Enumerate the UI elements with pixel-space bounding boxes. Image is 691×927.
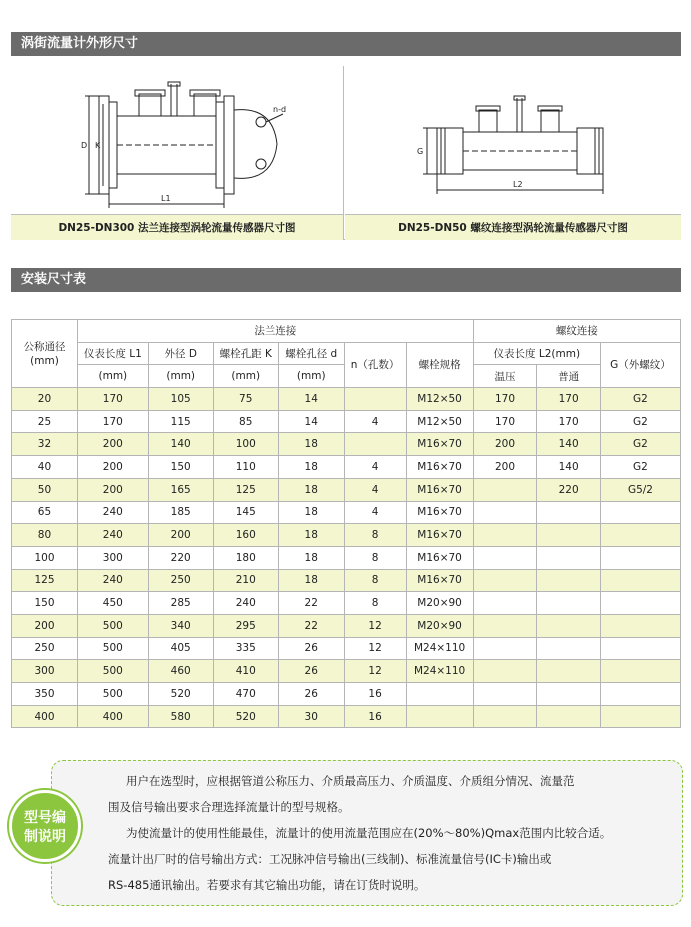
table-cell bbox=[473, 660, 537, 683]
table-cell bbox=[473, 705, 537, 728]
header-bolt-d: 螺栓孔径 d bbox=[278, 342, 344, 365]
badge-line-2: 制说明 bbox=[24, 829, 66, 845]
table-cell: 16 bbox=[344, 683, 406, 706]
table-cell bbox=[537, 614, 601, 637]
label-D: D bbox=[81, 141, 88, 150]
table-cell: 240 bbox=[77, 524, 148, 547]
header-G-thread: G（外螺纹） bbox=[600, 342, 680, 387]
table-cell: 8 bbox=[344, 546, 406, 569]
table-cell: 285 bbox=[148, 592, 213, 615]
table-cell: 200 bbox=[473, 433, 537, 456]
table-cell: 12 bbox=[344, 660, 406, 683]
table-cell: M16×70 bbox=[406, 546, 473, 569]
table-cell: 25 bbox=[12, 410, 78, 433]
header-length-L1: 仪表长度 L1 bbox=[77, 342, 148, 365]
table-cell bbox=[473, 569, 537, 592]
table-cell: 165 bbox=[148, 478, 213, 501]
table-cell: 200 bbox=[473, 456, 537, 479]
table-cell: 110 bbox=[213, 456, 278, 479]
table-cell: 185 bbox=[148, 501, 213, 524]
header-unit-mm: (mm) bbox=[77, 365, 148, 388]
table-cell bbox=[537, 705, 601, 728]
table-cell: M16×70 bbox=[406, 456, 473, 479]
table-cell: 300 bbox=[12, 660, 78, 683]
label-L2: L2 bbox=[513, 180, 523, 189]
table-cell bbox=[473, 478, 537, 501]
table-cell bbox=[473, 592, 537, 615]
table-cell bbox=[406, 705, 473, 728]
badge-line-1: 型号编 bbox=[24, 810, 66, 826]
table-cell: 32 bbox=[12, 433, 78, 456]
table-cell bbox=[537, 524, 601, 547]
install-section-title: 安装尺寸表 bbox=[11, 268, 681, 292]
table-cell bbox=[537, 660, 601, 683]
header-bolt-K: 螺栓孔距 K bbox=[213, 342, 278, 365]
header-unit-mm: (mm) bbox=[278, 365, 344, 388]
note-line-5: RS-485通讯输出。若要求有其它输出功能，请在订货时说明。 bbox=[108, 878, 426, 892]
table-cell: 18 bbox=[278, 433, 344, 456]
table-cell bbox=[600, 546, 680, 569]
table-cell: 470 bbox=[213, 683, 278, 706]
table-cell: 105 bbox=[148, 388, 213, 411]
table-cell: 170 bbox=[77, 410, 148, 433]
table-cell: 210 bbox=[213, 569, 278, 592]
table-cell: 460 bbox=[148, 660, 213, 683]
table-cell: M24×110 bbox=[406, 637, 473, 660]
table-cell: 18 bbox=[278, 501, 344, 524]
table-row bbox=[12, 501, 681, 524]
thread-sensor-drawing bbox=[345, 66, 681, 214]
thread-diagram-caption: DN25-DN50 螺纹连接型涡轮流量传感器尺寸图 bbox=[345, 214, 681, 240]
table-cell: 405 bbox=[148, 637, 213, 660]
table-cell bbox=[600, 637, 680, 660]
table-cell: 85 bbox=[213, 410, 278, 433]
table-cell: 150 bbox=[12, 592, 78, 615]
table-cell: G2 bbox=[600, 388, 680, 411]
header-thread-group: 螺纹连接 bbox=[473, 320, 680, 343]
table-cell: 8 bbox=[344, 592, 406, 615]
table-cell: 80 bbox=[12, 524, 78, 547]
header-unit-mm: (mm) bbox=[213, 365, 278, 388]
table-cell bbox=[600, 660, 680, 683]
table-row bbox=[12, 705, 681, 728]
table-cell: 100 bbox=[213, 433, 278, 456]
table-cell: M16×70 bbox=[406, 569, 473, 592]
table-cell: 200 bbox=[77, 478, 148, 501]
table-cell: G2 bbox=[600, 433, 680, 456]
table-cell: G2 bbox=[600, 410, 680, 433]
table-cell: 26 bbox=[278, 637, 344, 660]
table-cell: 50 bbox=[12, 478, 78, 501]
label-G: G bbox=[417, 147, 424, 156]
table-row bbox=[12, 614, 681, 637]
table-cell bbox=[473, 637, 537, 660]
note-line-4: 流量计出厂时的信号输出方式：工况脉冲信号输出(三线制)、标准流量信号(IC卡)输出或 bbox=[108, 852, 552, 866]
table-cell: 8 bbox=[344, 569, 406, 592]
table-cell: 340 bbox=[148, 614, 213, 637]
table-cell: 140 bbox=[537, 456, 601, 479]
header-outer-D: 外径 D bbox=[148, 342, 213, 365]
table-cell bbox=[473, 501, 537, 524]
table-cell: 8 bbox=[344, 524, 406, 547]
table-cell: 410 bbox=[213, 660, 278, 683]
table-body bbox=[12, 388, 681, 728]
table-cell bbox=[600, 705, 680, 728]
table-cell: 125 bbox=[213, 478, 278, 501]
table-cell: M12×50 bbox=[406, 410, 473, 433]
table-cell: 500 bbox=[77, 660, 148, 683]
table-cell: 140 bbox=[537, 433, 601, 456]
header-length-L2: 仪表长度 L2(mm) bbox=[473, 342, 600, 365]
label-n-d: n-d bbox=[273, 105, 287, 114]
table-cell bbox=[600, 569, 680, 592]
table-cell: 12 bbox=[344, 637, 406, 660]
table-cell bbox=[537, 683, 601, 706]
label-L1: L1 bbox=[161, 194, 171, 203]
table-cell: 580 bbox=[148, 705, 213, 728]
header-temp-press: 温压 bbox=[473, 365, 537, 388]
table-cell: 170 bbox=[77, 388, 148, 411]
table-row bbox=[12, 410, 681, 433]
table-cell: 12 bbox=[344, 614, 406, 637]
table-cell: 4 bbox=[344, 501, 406, 524]
header-nominal-diameter: 公称通径 (mm) bbox=[12, 320, 78, 388]
table-cell bbox=[473, 614, 537, 637]
table-cell: 170 bbox=[537, 410, 601, 433]
table-cell: 4 bbox=[344, 456, 406, 479]
table-cell: M16×70 bbox=[406, 478, 473, 501]
table-row bbox=[12, 592, 681, 615]
table-cell: 200 bbox=[12, 614, 78, 637]
table-cell: 18 bbox=[278, 546, 344, 569]
table-cell bbox=[473, 524, 537, 547]
table-cell bbox=[537, 569, 601, 592]
table-cell: 295 bbox=[213, 614, 278, 637]
table-row bbox=[12, 569, 681, 592]
flange-diagram-caption: DN25-DN300 法兰连接型涡轮流量传感器尺寸图 bbox=[11, 214, 343, 240]
table-cell: 400 bbox=[12, 705, 78, 728]
header-n-holes: n（孔数） bbox=[344, 342, 406, 387]
table-row bbox=[12, 683, 681, 706]
table-cell: M16×70 bbox=[406, 433, 473, 456]
table-cell: 520 bbox=[213, 705, 278, 728]
model-note-badge bbox=[9, 790, 81, 862]
note-line-1: 用户在选型时，应根据管道公称压力、介质最高压力、介质温度、介质组分情况、流量范 bbox=[126, 774, 575, 788]
table-cell: 26 bbox=[278, 683, 344, 706]
table-cell: 400 bbox=[77, 705, 148, 728]
note-line-3: 为使流量计的使用性能最佳，流量计的使用流量范围应在(20%～80%)Qmax范围内比较合适。 bbox=[126, 826, 612, 840]
table-cell: G5/2 bbox=[600, 478, 680, 501]
table-cell: M24×110 bbox=[406, 660, 473, 683]
table-cell bbox=[600, 614, 680, 637]
table-cell: 22 bbox=[278, 592, 344, 615]
table-cell: 450 bbox=[77, 592, 148, 615]
flange-sensor-drawing bbox=[11, 66, 344, 214]
table-cell: 100 bbox=[12, 546, 78, 569]
table-cell: 250 bbox=[148, 569, 213, 592]
model-note-box bbox=[51, 760, 683, 906]
table-cell: 30 bbox=[278, 705, 344, 728]
table-cell: 18 bbox=[278, 456, 344, 479]
table-cell: 4 bbox=[344, 478, 406, 501]
table-cell: M20×90 bbox=[406, 592, 473, 615]
table-row bbox=[12, 660, 681, 683]
header-flange-group: 法兰连接 bbox=[77, 320, 473, 343]
flange-diagram-cell bbox=[11, 66, 344, 240]
table-cell bbox=[406, 683, 473, 706]
table-cell: 125 bbox=[12, 569, 78, 592]
table-cell: 335 bbox=[213, 637, 278, 660]
table-cell: M16×70 bbox=[406, 501, 473, 524]
table-cell: 14 bbox=[278, 410, 344, 433]
table-cell: 500 bbox=[77, 614, 148, 637]
table-cell: 240 bbox=[77, 501, 148, 524]
table-cell bbox=[600, 592, 680, 615]
table-cell bbox=[344, 388, 406, 411]
table-cell bbox=[537, 592, 601, 615]
table-cell: 520 bbox=[148, 683, 213, 706]
table-row bbox=[12, 388, 681, 411]
table-cell: 170 bbox=[537, 388, 601, 411]
table-cell: 140 bbox=[148, 433, 213, 456]
table-cell: 240 bbox=[213, 592, 278, 615]
table-row bbox=[12, 546, 681, 569]
table-cell: 115 bbox=[148, 410, 213, 433]
table-cell bbox=[537, 546, 601, 569]
table-cell: M16×70 bbox=[406, 524, 473, 547]
table-cell: 240 bbox=[77, 569, 148, 592]
header-unit-mm: (mm) bbox=[148, 365, 213, 388]
table-cell bbox=[600, 524, 680, 547]
table-cell bbox=[473, 546, 537, 569]
table-cell bbox=[537, 637, 601, 660]
table-cell: M12×50 bbox=[406, 388, 473, 411]
table-cell: 200 bbox=[148, 524, 213, 547]
table-cell: 300 bbox=[77, 546, 148, 569]
table-cell: 65 bbox=[12, 501, 78, 524]
table-cell: 20 bbox=[12, 388, 78, 411]
table-cell: 200 bbox=[77, 456, 148, 479]
table-cell: 16 bbox=[344, 705, 406, 728]
table-cell: 170 bbox=[473, 410, 537, 433]
table-row bbox=[12, 456, 681, 479]
note-line-2: 围及信号输出要求合理选择流量计的型号规格。 bbox=[108, 800, 350, 814]
table-cell: 180 bbox=[213, 546, 278, 569]
thread-diagram-cell bbox=[345, 66, 681, 240]
table-cell: 500 bbox=[77, 637, 148, 660]
table-cell bbox=[600, 683, 680, 706]
table-cell: 4 bbox=[344, 410, 406, 433]
dimensions-section-title: 涡街流量计外形尺寸 bbox=[11, 32, 681, 56]
table-cell: 160 bbox=[213, 524, 278, 547]
table-cell: 350 bbox=[12, 683, 78, 706]
table-row bbox=[12, 637, 681, 660]
table-cell: 220 bbox=[537, 478, 601, 501]
table-cell: 40 bbox=[12, 456, 78, 479]
table-cell: M20×90 bbox=[406, 614, 473, 637]
table-cell: 75 bbox=[213, 388, 278, 411]
table-row bbox=[12, 524, 681, 547]
table-cell: 150 bbox=[148, 456, 213, 479]
table-cell: 18 bbox=[278, 524, 344, 547]
table-row bbox=[12, 433, 681, 456]
table-cell: 200 bbox=[77, 433, 148, 456]
table-cell bbox=[537, 501, 601, 524]
table-cell: G2 bbox=[600, 456, 680, 479]
table-row bbox=[12, 478, 681, 501]
table-cell bbox=[600, 501, 680, 524]
header-bolt-spec: 螺栓规格 bbox=[406, 342, 473, 387]
table-cell: 18 bbox=[278, 569, 344, 592]
table-cell: 500 bbox=[77, 683, 148, 706]
table-cell: 145 bbox=[213, 501, 278, 524]
diagram-panel bbox=[11, 66, 681, 240]
table-cell: 220 bbox=[148, 546, 213, 569]
table-cell: 22 bbox=[278, 614, 344, 637]
table-cell: 26 bbox=[278, 660, 344, 683]
label-K: K bbox=[95, 141, 101, 150]
table-cell: 250 bbox=[12, 637, 78, 660]
table-cell: 170 bbox=[473, 388, 537, 411]
table-cell: 14 bbox=[278, 388, 344, 411]
table-cell bbox=[473, 683, 537, 706]
install-dimension-table bbox=[11, 319, 681, 728]
table-cell bbox=[344, 433, 406, 456]
header-normal: 普通 bbox=[537, 365, 601, 388]
table-cell: 18 bbox=[278, 478, 344, 501]
